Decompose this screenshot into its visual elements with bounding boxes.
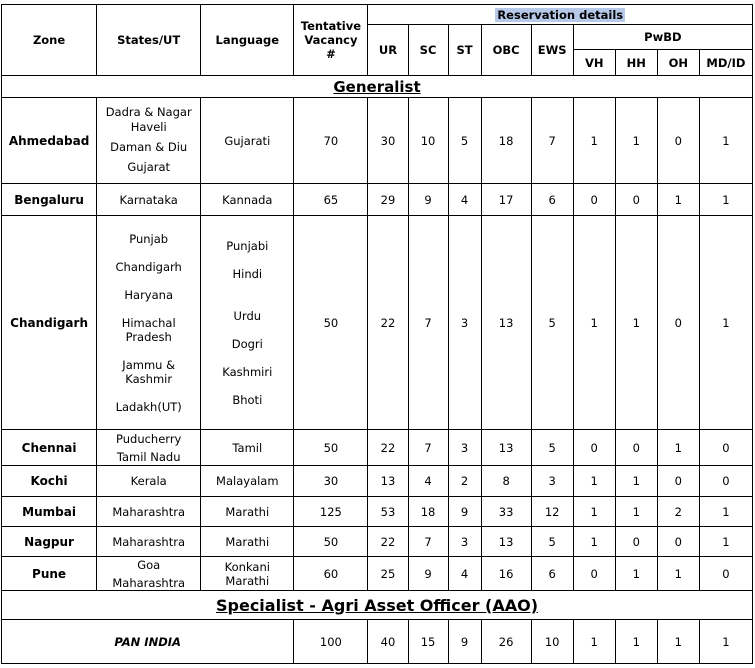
vacancy-cell: 30 — [294, 466, 368, 497]
vh-cell: 1 — [573, 497, 615, 527]
oh-cell: 0 — [657, 98, 699, 184]
vh-cell: 0 — [573, 184, 615, 216]
mdid-cell: 1 — [699, 216, 752, 430]
oh-cell: 1 — [657, 430, 699, 466]
states-cell — [97, 98, 201, 184]
st-cell: 3 — [448, 430, 481, 466]
header-zone: Zone — [2, 5, 97, 76]
language-cell: Marathi — [201, 527, 294, 557]
state-item: Puducherry — [116, 431, 182, 446]
mdid-cell: 0 — [699, 466, 752, 497]
st-cell: 4 — [448, 184, 481, 216]
section-generalist: Generalist — [2, 76, 753, 98]
vh-cell: 0 — [573, 430, 615, 466]
ur-cell: 13 — [368, 466, 408, 497]
oh-cell: 1 — [657, 620, 699, 664]
language-cell: Tamil — [201, 430, 294, 466]
hh-cell: 0 — [615, 527, 657, 557]
obc-cell: 16 — [481, 557, 531, 591]
zone-cell: Ahmedabad — [2, 98, 97, 184]
ur-cell: 29 — [368, 184, 408, 216]
oh-cell: 1 — [657, 557, 699, 591]
language-cell: Marathi — [201, 497, 294, 527]
obc-cell: 17 — [481, 184, 531, 216]
zone-cell: Chandigarh — [2, 216, 97, 430]
language-item: Urdu — [233, 308, 262, 323]
ur-cell: 25 — [368, 557, 408, 591]
language-item: Punjabi — [226, 238, 269, 253]
ews-cell: 12 — [531, 497, 573, 527]
language-cell: Malayalam — [201, 466, 294, 497]
hh-cell: 1 — [615, 620, 657, 664]
state-item: Maharashtra — [112, 575, 186, 590]
state-item: Tamil Nadu — [116, 449, 181, 464]
state-item: Daman & Diu — [110, 140, 188, 154]
state-item: Gujarat — [127, 160, 171, 174]
language-item: Bhoti — [232, 392, 263, 407]
language-cell — [201, 557, 294, 591]
zone-cell: Pune — [2, 557, 97, 591]
mdid-cell: 0 — [699, 430, 752, 466]
vacancy-cell: 125 — [294, 497, 368, 527]
obc-cell: 33 — [481, 497, 531, 527]
vacancy-cell: 50 — [294, 527, 368, 557]
state-item: Ladakh(UT) — [115, 399, 182, 414]
ews-cell: 10 — [531, 620, 573, 664]
header-ews: EWS — [531, 25, 573, 76]
state-item: Himachal Pradesh — [121, 315, 176, 344]
st-cell: 2 — [448, 466, 481, 497]
ews-cell: 7 — [531, 98, 573, 184]
obc-cell: 26 — [481, 620, 531, 664]
table-row — [2, 527, 753, 557]
table-row — [2, 430, 753, 466]
st-cell: 4 — [448, 557, 481, 591]
ur-cell: 53 — [368, 497, 408, 527]
table-row — [2, 497, 753, 527]
language-item: Konkani — [224, 559, 270, 574]
header-reservation-label: Reservation details — [497, 7, 624, 22]
hh-cell: 1 — [615, 98, 657, 184]
language-item: Hindi — [232, 266, 263, 281]
ews-cell: 6 — [531, 184, 573, 216]
header-obc: OBC — [481, 25, 531, 76]
obc-cell: 13 — [481, 430, 531, 466]
mdid-cell: 1 — [699, 620, 752, 664]
header-oh: OH — [657, 50, 699, 76]
vh-cell: 1 — [573, 527, 615, 557]
sc-cell: 9 — [408, 557, 448, 591]
table-row — [2, 466, 753, 497]
vacancy-cell: 60 — [294, 557, 368, 591]
oh-cell: 1 — [657, 184, 699, 216]
hh-cell: 0 — [615, 430, 657, 466]
hh-cell: 1 — [615, 216, 657, 430]
vacancy-cell: 50 — [294, 216, 368, 430]
state-item: Chandigarh — [115, 259, 182, 274]
header-pwbd: PwBD — [573, 25, 752, 50]
table-row — [2, 98, 753, 184]
obc-cell: 8 — [481, 466, 531, 497]
language-item: Kashmiri — [222, 364, 273, 379]
sc-cell: 18 — [408, 497, 448, 527]
vh-cell: 1 — [573, 216, 615, 430]
sc-cell: 9 — [408, 184, 448, 216]
states-cell — [97, 557, 201, 591]
vacancy-cell: 100 — [294, 620, 368, 664]
state-item: Haryana — [124, 287, 173, 302]
zone-cell: Kochi — [2, 466, 97, 497]
zone-cell: Nagpur — [2, 527, 97, 557]
table-row — [2, 557, 753, 591]
sc-cell: 4 — [408, 466, 448, 497]
vh-cell: 1 — [573, 98, 615, 184]
mdid-cell: 1 — [699, 184, 752, 216]
st-cell: 9 — [448, 497, 481, 527]
vh-cell: 1 — [573, 466, 615, 497]
language-item: Dogri — [231, 336, 263, 351]
header-hh: HH — [615, 50, 657, 76]
hh-cell: 1 — [615, 497, 657, 527]
st-cell: 5 — [448, 98, 481, 184]
hh-cell: 1 — [615, 557, 657, 591]
vh-cell: 1 — [573, 620, 615, 664]
sc-cell: 7 — [408, 430, 448, 466]
section-specialist: Specialist - Agri Asset Officer (AAO) — [2, 591, 753, 620]
vacancy-table — [1, 4, 753, 664]
oh-cell: 2 — [657, 497, 699, 527]
header-vh: VH — [573, 50, 615, 76]
zone-cell: Chennai — [2, 430, 97, 466]
vh-cell: 0 — [573, 557, 615, 591]
header-language: Language — [201, 5, 294, 76]
ews-cell: 5 — [531, 430, 573, 466]
table-row — [2, 620, 753, 664]
hh-cell: 0 — [615, 184, 657, 216]
ews-cell: 5 — [531, 216, 573, 430]
states-cell: Maharashtra — [97, 527, 201, 557]
states-cell: Maharashtra — [97, 497, 201, 527]
states-cell — [97, 430, 201, 466]
mdid-cell: 1 — [699, 98, 752, 184]
oh-cell: 0 — [657, 527, 699, 557]
hh-cell: 1 — [615, 466, 657, 497]
mdid-cell: 0 — [699, 557, 752, 591]
header-sc: SC — [408, 25, 448, 76]
state-item: Dadra & Nagar Haveli — [105, 105, 192, 134]
oh-cell: 0 — [657, 466, 699, 497]
st-cell: 3 — [448, 527, 481, 557]
st-cell: 9 — [448, 620, 481, 664]
state-item: Jammu & Kashmir — [122, 357, 176, 386]
ur-cell: 30 — [368, 98, 408, 184]
obc-cell: 13 — [481, 216, 531, 430]
language-cell: Kannada — [201, 184, 294, 216]
ews-cell: 6 — [531, 557, 573, 591]
sc-cell: 7 — [408, 527, 448, 557]
state-item: Punjab — [129, 231, 169, 246]
sc-cell: 7 — [408, 216, 448, 430]
zone-cell: Bengaluru — [2, 184, 97, 216]
header-states: States/UT — [97, 5, 201, 76]
st-cell: 3 — [448, 216, 481, 430]
states-cell: Karnataka — [97, 184, 201, 216]
states-cell — [97, 216, 201, 430]
language-item: Marathi — [225, 573, 270, 588]
language-cell: Gujarati — [201, 98, 294, 184]
language-cell — [201, 216, 294, 430]
ur-cell: 40 — [368, 620, 408, 664]
pan-india-label: PAN INDIA — [2, 620, 294, 664]
vacancy-cell: 50 — [294, 430, 368, 466]
vacancy-cell: 65 — [294, 184, 368, 216]
ews-cell: 5 — [531, 527, 573, 557]
header-ur: UR — [368, 25, 408, 76]
sc-cell: 15 — [408, 620, 448, 664]
table-row — [2, 216, 753, 430]
mdid-cell: 1 — [699, 527, 752, 557]
ur-cell: 22 — [368, 430, 408, 466]
obc-cell: 13 — [481, 527, 531, 557]
zone-cell: Mumbai — [2, 497, 97, 527]
ur-cell: 22 — [368, 527, 408, 557]
state-item: Goa — [137, 557, 161, 572]
obc-cell: 18 — [481, 98, 531, 184]
mdid-cell: 1 — [699, 497, 752, 527]
header-reservation — [368, 5, 753, 25]
vacancy-cell: 70 — [294, 98, 368, 184]
header-mdid: MD/ID — [699, 50, 752, 76]
ews-cell: 3 — [531, 466, 573, 497]
header-vacancy: Tentative Vacancy # — [294, 5, 368, 76]
states-cell: Kerala — [97, 466, 201, 497]
sc-cell: 10 — [408, 98, 448, 184]
ur-cell: 22 — [368, 216, 408, 430]
header-st: ST — [448, 25, 481, 76]
oh-cell: 0 — [657, 216, 699, 430]
table-row — [2, 184, 753, 216]
